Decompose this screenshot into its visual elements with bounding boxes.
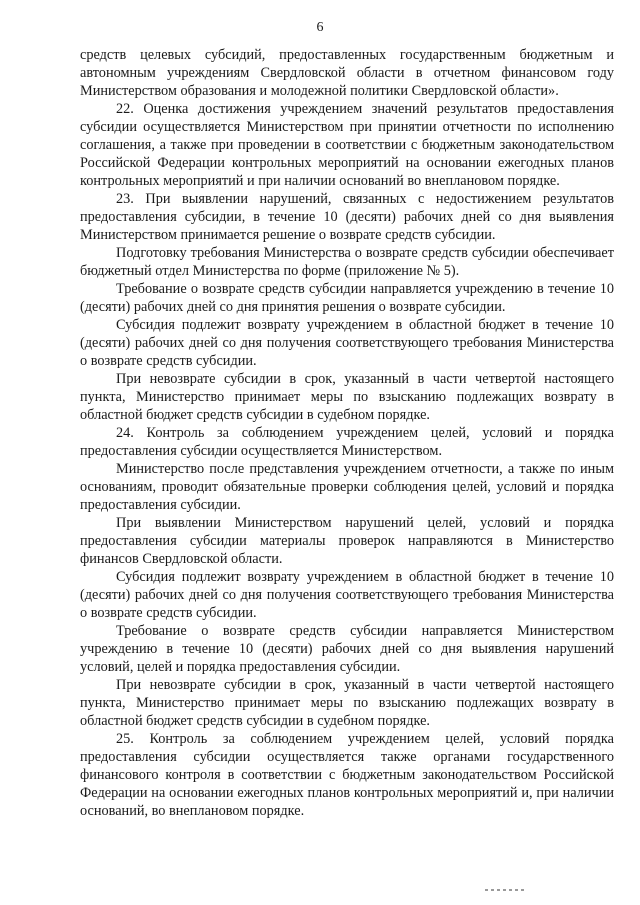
paragraph: При невозврате субсидии в срок, указанный в части четвертой настоящего пункта, Министерство принимает меры по взысканию подлежащих возврату в областной бюджет средств субсидии в судебном порядке. <box>80 371 614 423</box>
paragraph: Министерство после представления учреждением отчетности, а также по иным основаниям, проводит обязательные проверки соблюдения целей, условий и порядка предоставления субсидии. <box>80 461 614 513</box>
paragraph-clause-24: 24. Контроль за соблюдением учреждением целей, условий и порядка предоставления субсидии осуществляется Министерством. <box>80 425 614 459</box>
paragraph: Требование о возврате средств субсидии направляется учреждению в течение 10 (десяти) рабочих дней со дня принятия решения о возврате субсидии. <box>80 281 614 315</box>
paragraph-clause-23: 23. При выявлении нарушений, связанных с недостижением результатов предоставления субсидии, в течение 10 (десяти) рабочих дней со дня выявления Министерством принимается решение о возврате средств субсидии. <box>80 191 614 243</box>
paragraph: Подготовку требования Министерства о возврате средств субсидии обеспечивает бюджетный отдел Министерства по форме (приложение № 5). <box>80 245 614 279</box>
paragraph-clause-25: 25. Контроль за соблюдением учреждением целей, условий порядка предоставления субсидии осуществляется также органами государственного финансового контроля в соответствии с бюджетным законодательством Российской Федерации на основании ежегодных планов контрольных мероприятий и, при наличии оснований, во внеплановом порядке. <box>80 731 614 819</box>
page-number: 6 <box>316 20 324 35</box>
paragraph: При невозврате субсидии в срок, указанный в части четвертой настоящего пункта, Министерство принимает меры по взысканию подлежащих возврату в областной бюджет средств субсидии в судебном порядке. <box>80 677 614 729</box>
paragraph: Субсидия подлежит возврату учреждением в областной бюджет в течение 10 (десяти) рабочих дней со дня получения соответствующего требования Министерства о возврате средств субсидии. <box>80 569 614 621</box>
paragraph: Субсидия подлежит возврату учреждением в областной бюджет в течение 10 (десяти) рабочих дней со дня получения соответствующего требования Министерства о возврате средств субсидии. <box>80 317 614 369</box>
paragraph-continuation: средств целевых субсидий, предоставленных государственным бюджетным и автономным учреждениям Свердловской области в отчетном финансовом году Министерством образования и молодежной политики Свердловской области». <box>80 47 614 99</box>
paragraph-clause-22: 22. Оценка достижения учреждением значений результатов предоставления субсидии осуществляется Министерством при принятии отчетности по исполнению соглашения, а также при проведении в соответствии с бюджетным законодательством Российской Федерации контрольных мероприятий на основании ежегодных планов контрольных мероприятий и при наличии оснований во внеплановом порядке. <box>80 101 614 189</box>
paragraph: При выявлении Министерством нарушений целей, условий и порядка предоставления субсидии материалы проверок направляются в Министерство финансов Свердловской области. <box>80 515 614 567</box>
paragraph: Требование о возврате средств субсидии направляется Министерством учреждению в течение 10 (десяти) рабочих дней со дня выявления нарушений условий, целей и порядка предоставления субсидии. <box>80 623 614 675</box>
footer-scan-mark <box>485 889 527 891</box>
document-body <box>80 46 614 820</box>
